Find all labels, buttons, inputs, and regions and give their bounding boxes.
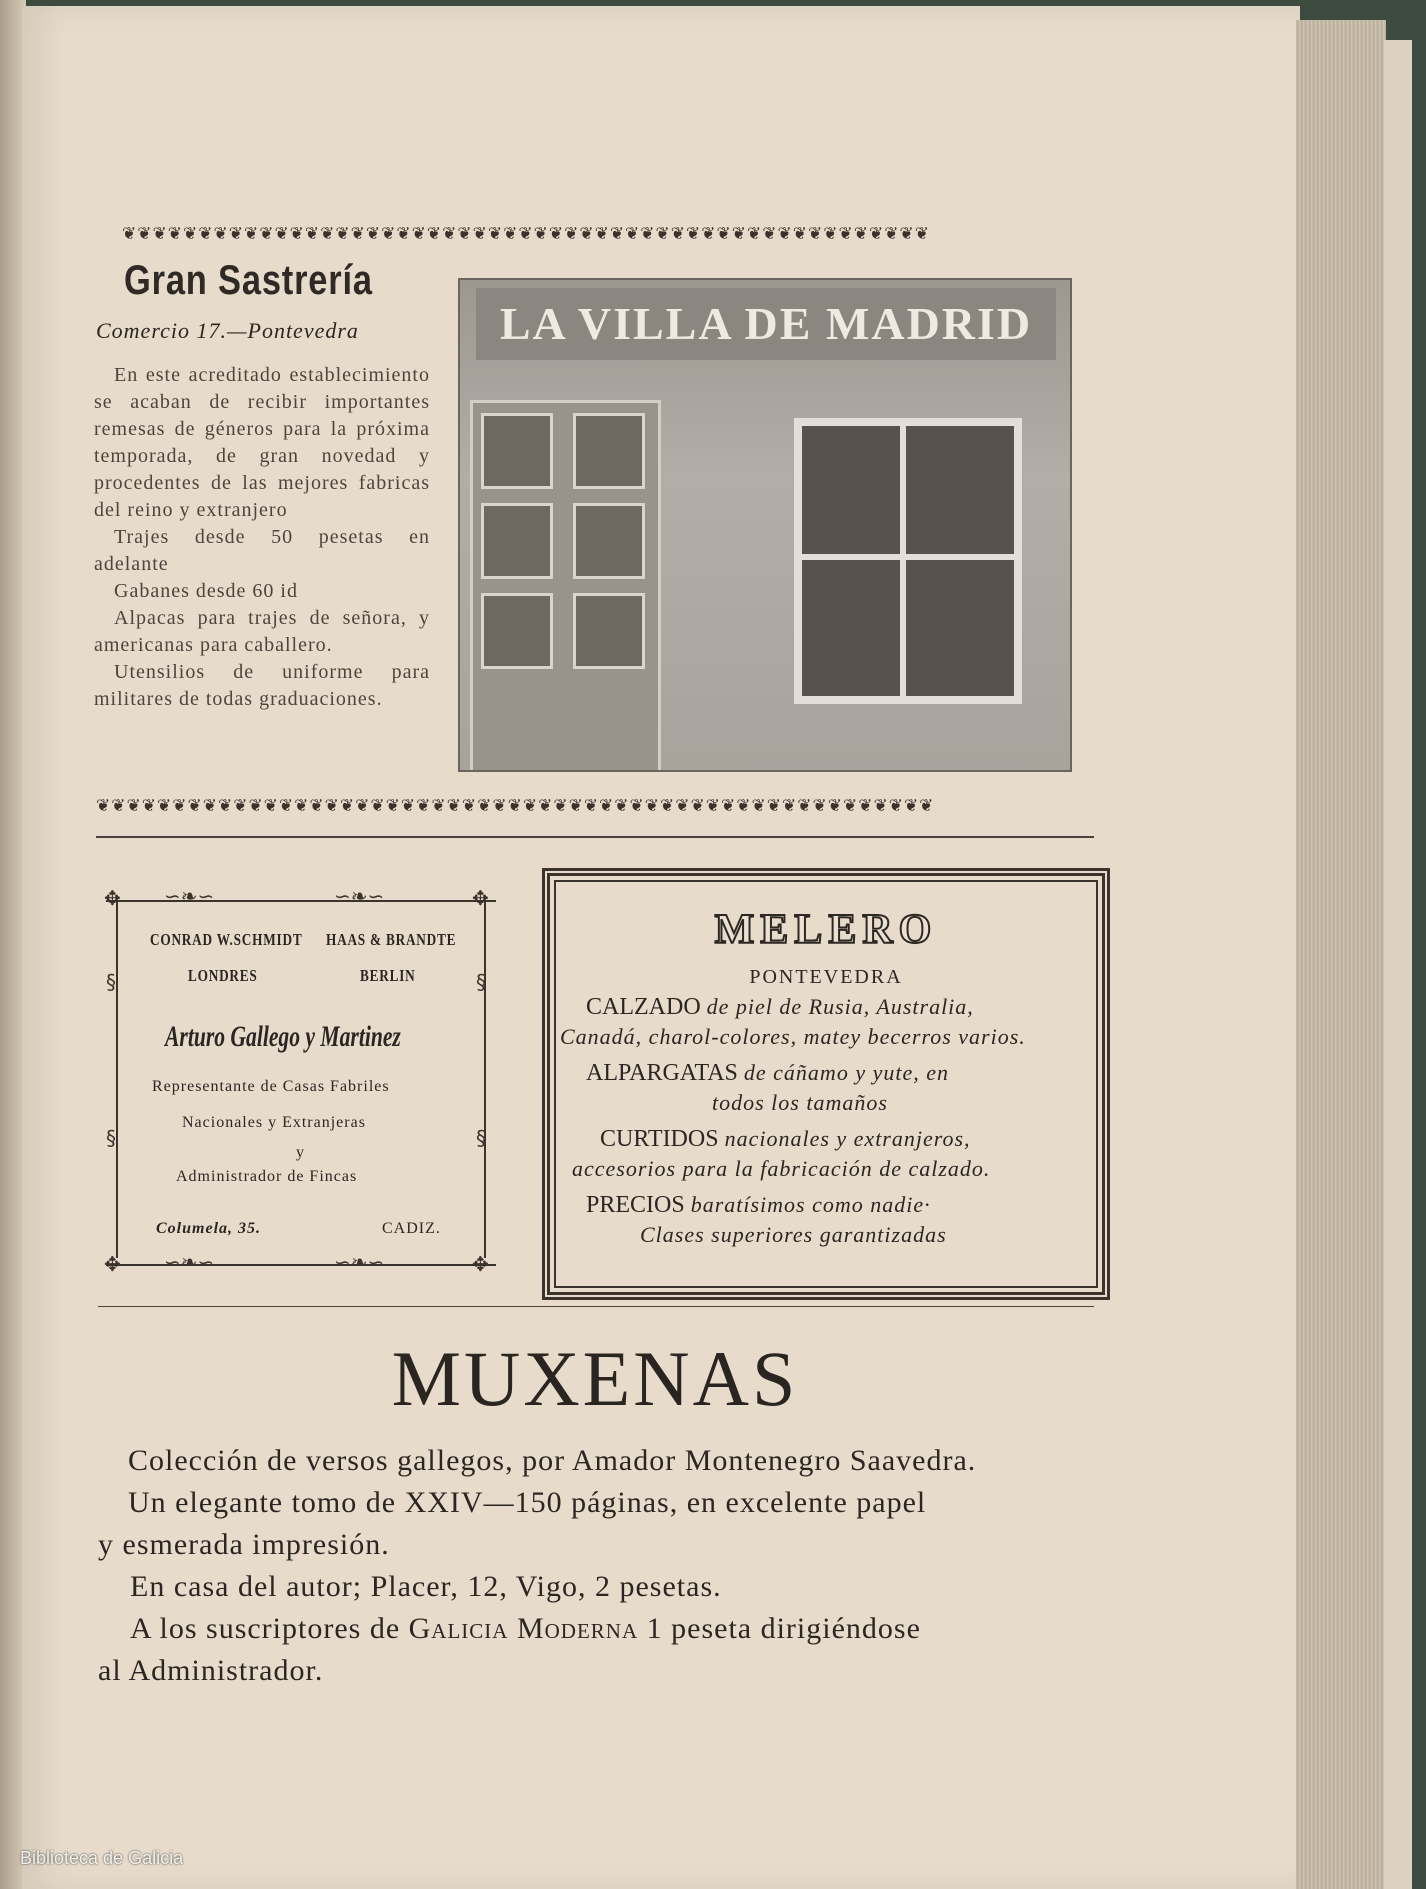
door-pane	[573, 413, 645, 489]
melero-title: MELERO	[714, 907, 938, 953]
text-span: 1 peseta dirigiéndose	[646, 1612, 921, 1645]
door-pane	[573, 503, 645, 579]
ad-line: Representante de Casas Fabriles	[152, 1078, 390, 1095]
item-text: todos los tamaños	[712, 1090, 888, 1115]
side-ornament: §	[476, 970, 486, 994]
scroll-ornament: ∽❧∽	[164, 1250, 215, 1274]
side-ornament: §	[106, 970, 116, 994]
item-text: Canadá, charol-colores, matey becerros varios.	[560, 1024, 1026, 1049]
book-text-line: En casa del autor; Placer, 12, Vigo, 2 pesetas.	[130, 1570, 722, 1603]
item-text: Clases superiores garantizadas	[640, 1222, 947, 1247]
library-watermark: Biblioteca de Galicia	[20, 1848, 184, 1868]
item-heading: CALZADO	[586, 994, 701, 1020]
item-heading: CURTIDOS	[600, 1126, 719, 1152]
door-pane	[481, 593, 553, 669]
ad-line: Nacionales y Extranjeras	[182, 1114, 366, 1131]
corner-ornament: ✥	[104, 886, 121, 910]
firm-name: HAAS & BRANDTE	[326, 930, 457, 949]
melero-line	[586, 994, 974, 1021]
item-text: baratísimos como nadie·	[690, 1192, 931, 1217]
ad-line: y	[296, 1144, 305, 1161]
shop-door	[470, 400, 661, 772]
city: CADIZ.	[382, 1220, 441, 1237]
book-text-line: al Administrador.	[98, 1654, 324, 1687]
item-text: de cáñamo y yute, en	[743, 1060, 949, 1085]
side-ornament: §	[106, 1126, 116, 1150]
ad-paragraph: Trajes desde 50 pesetas en adelante	[94, 526, 430, 575]
ad-paragraph: En este acreditado establecimiento se acaban de recibir importantes remesas de géneros para la próxima temporada, de gran novedad y procedentes de las mejores fabricas del reino y extranjero	[94, 364, 430, 521]
side-ornament: §	[476, 1126, 486, 1150]
ornament-border-top: ❦❦❦❦❦❦❦❦❦❦❦❦❦❦❦❦❦❦❦❦❦❦❦❦❦❦❦❦❦❦❦❦❦❦❦❦❦❦❦❦❦❦❦❦❦❦❦❦❦❦❦❦❦	[122, 224, 930, 242]
window-transom	[802, 554, 1014, 560]
item-heading: PRECIOS	[586, 1192, 685, 1218]
ornament-border-bottom: ❦❦❦❦❦❦❦❦❦❦❦❦❦❦❦❦❦❦❦❦❦❦❦❦❦❦❦❦❦❦❦❦❦❦❦❦❦❦❦❦❦❦❦❦❦❦❦❦❦❦❦❦❦❦❦	[96, 796, 935, 814]
ad-paragraph: Utensilios de uniforme para militares de todas graduaciones.	[94, 661, 430, 710]
street-address: Columela, 35.	[156, 1220, 262, 1237]
melero-city: PONTEVEDRA	[749, 966, 903, 988]
melero-line	[712, 1090, 888, 1117]
item-text: nacionales y extranjeros,	[724, 1126, 971, 1151]
corner-ornament: ✥	[104, 1252, 121, 1276]
book-text-line: Colección de versos gallegos, por Amador Montenegro Saavedra.	[128, 1444, 977, 1477]
ad-paragraph: Gabanes desde 60 id	[114, 580, 298, 602]
item-heading: ALPARGATAS	[586, 1060, 738, 1086]
ad-body	[94, 362, 430, 713]
ad-address: Comercio 17.—Pontevedra	[96, 318, 359, 343]
corner-ornament: ✥	[472, 886, 489, 910]
scroll-ornament: ∽❧∽	[334, 884, 385, 908]
ad-line: Administrador de Fincas	[176, 1168, 358, 1185]
ad-title: Gran Sastrería	[124, 256, 373, 303]
shop-window	[794, 418, 1022, 704]
shopfront-photo	[458, 278, 1072, 772]
item-text: accesorios para la fabricación de calzado.	[572, 1156, 991, 1181]
melero-line	[586, 1060, 949, 1087]
melero-line	[600, 1126, 971, 1153]
melero-line	[586, 1192, 931, 1219]
door-pane	[573, 593, 645, 669]
item-text: de piel de Rusia, Australia,	[706, 994, 974, 1019]
book-text-line: y esmerada impresión.	[98, 1528, 390, 1561]
book-title: MUXENAS	[391, 1335, 799, 1422]
text-span: A los suscriptores de	[130, 1612, 401, 1645]
scroll-ornament: ∽❧∽	[164, 884, 215, 908]
page-edges	[1296, 20, 1386, 1889]
melero-line	[560, 1024, 1026, 1051]
ad-paragraph: Alpacas para trajes de señora, y americanas para caballero.	[94, 607, 430, 656]
scroll-ornament: ∽❧∽	[334, 1250, 385, 1274]
melero-line	[572, 1156, 990, 1183]
shop-sign: LA VILLA DE MADRID	[476, 288, 1056, 360]
cover-edge	[1384, 40, 1412, 1889]
book-text-line: Un elegante tomo de XXIV—150 páginas, en excelente papel	[128, 1486, 927, 1519]
door-pane	[481, 413, 553, 489]
firm-name: CONRAD W.SCHMIDT	[150, 930, 303, 949]
frame-border	[116, 896, 486, 1258]
divider-rule	[96, 836, 1094, 838]
window-mullion	[900, 426, 906, 696]
corner-ornament: ✥	[472, 1252, 489, 1276]
divider-rule	[98, 1306, 1094, 1307]
firm-city: LONDRES	[188, 966, 258, 985]
book-text-line	[130, 1612, 921, 1646]
firm-city: BERLIN	[360, 966, 416, 985]
melero-line	[640, 1222, 947, 1249]
door-pane	[481, 503, 553, 579]
magazine-name: Galicia Moderna	[408, 1612, 639, 1645]
representative-name: Arturo Gallego y Martinez	[165, 1020, 401, 1053]
